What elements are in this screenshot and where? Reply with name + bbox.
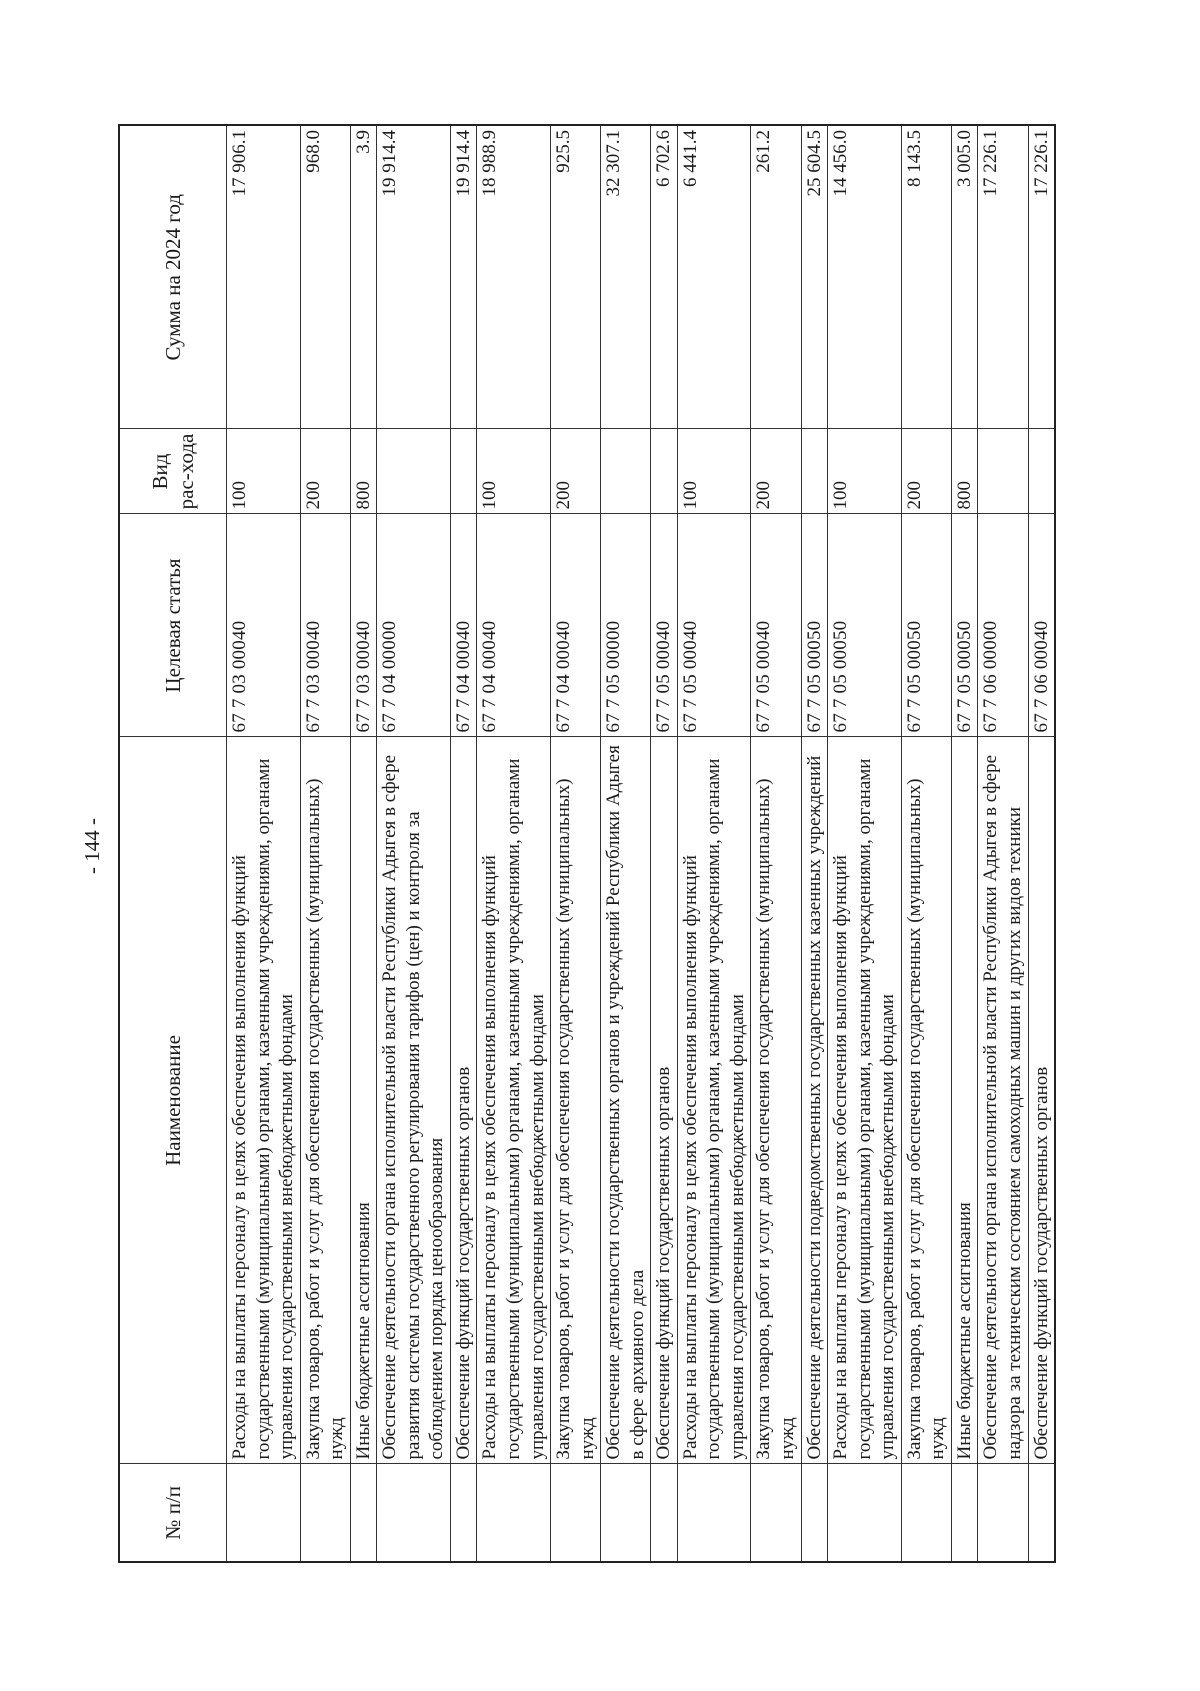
row-amount-cell: 3 005.0 — [951, 125, 978, 429]
row-number-cell — [551, 1464, 601, 1562]
row-number-cell — [951, 1464, 978, 1562]
row-name-cell: Обеспечение деятельности органа исполнительной власти Республики Адыгея в сфере развития системы государственного регулирования тарифов (цен) и контроля за соблюдением порядка ценообразования — [377, 737, 451, 1464]
row-name-cell: Обеспечение деятельности подведомственных государственных казенных учреждений — [801, 737, 828, 1464]
table-row — [951, 125, 978, 1562]
row-target-article-cell: 67 7 04 00040 — [450, 514, 477, 737]
row-amount-cell: 17 226.1 — [978, 125, 1028, 429]
header-name: Наименование — [119, 737, 227, 1464]
row-expense-type-cell — [450, 429, 477, 514]
row-number-cell — [300, 1464, 350, 1562]
table-row — [300, 125, 350, 1562]
row-target-article-cell: 67 7 05 00040 — [677, 514, 751, 737]
row-amount-cell: 19 914.4 — [450, 125, 477, 429]
row-expense-type-cell: 100 — [828, 429, 902, 514]
row-name-cell: Расходы на выплаты персоналу в целях обеспечения выполнения функций государственными (муниципальными) органами, казенными учреждениями, органами управления государственными внебюджетными фондами — [477, 737, 551, 1464]
table-row — [350, 125, 377, 1562]
table-row — [450, 125, 477, 1562]
row-amount-cell: 6 441.4 — [677, 125, 751, 429]
row-number-cell — [801, 1464, 828, 1562]
table-row — [651, 125, 678, 1562]
row-amount-cell: 8 143.5 — [901, 125, 951, 429]
row-name-cell: Обеспечение функций государственных органов — [1028, 737, 1055, 1464]
row-number-cell — [677, 1464, 751, 1562]
row-target-article-cell: 67 7 03 00040 — [300, 514, 350, 737]
row-number-cell — [828, 1464, 902, 1562]
row-expense-type-cell — [651, 429, 678, 514]
table-row — [677, 125, 751, 1562]
row-name-cell: Закупка товаров, работ и услуг для обеспечения государственных (муниципальных) нужд — [901, 737, 951, 1464]
row-number-cell — [651, 1464, 678, 1562]
table-row — [1028, 125, 1055, 1562]
row-target-article-cell: 67 7 04 00000 — [377, 514, 451, 737]
row-expense-type-cell: 100 — [477, 429, 551, 514]
row-amount-cell: 968.0 — [300, 125, 350, 429]
row-number-cell — [477, 1464, 551, 1562]
row-name-cell: Обеспечение функций государственных органов — [651, 737, 678, 1464]
row-amount-cell: 17 226.1 — [1028, 125, 1055, 429]
table-row — [551, 125, 601, 1562]
row-name-cell: Закупка товаров, работ и услуг для обеспечения государственных (муниципальных) нужд — [551, 737, 601, 1464]
row-target-article-cell: 67 7 03 00040 — [350, 514, 377, 737]
row-amount-cell: 19 914.4 — [377, 125, 451, 429]
row-amount-cell: 32 307.1 — [601, 125, 651, 429]
header-amount-2024: Сумма на 2024 год — [119, 125, 227, 429]
table-row — [751, 125, 801, 1562]
row-target-article-cell: 67 7 06 00000 — [978, 514, 1028, 737]
row-expense-type-cell — [978, 429, 1028, 514]
page-number: - 144 - — [80, 818, 104, 874]
row-expense-type-cell: 800 — [350, 429, 377, 514]
row-number-cell — [350, 1464, 377, 1562]
header-target-article: Целевая статья — [119, 514, 227, 737]
row-amount-cell: 17 906.1 — [227, 125, 301, 429]
row-target-article-cell: 67 7 05 00040 — [751, 514, 801, 737]
row-amount-cell: 261.2 — [751, 125, 801, 429]
table-row — [601, 125, 651, 1562]
row-target-article-cell: 67 7 04 00040 — [477, 514, 551, 737]
row-amount-cell: 3.9 — [350, 125, 377, 429]
row-expense-type-cell: 200 — [751, 429, 801, 514]
row-amount-cell: 18 988.9 — [477, 125, 551, 429]
table-row — [377, 125, 451, 1562]
budget-table — [118, 124, 1056, 1563]
row-expense-type-cell: 800 — [951, 429, 978, 514]
row-number-cell — [377, 1464, 451, 1562]
row-name-cell: Обеспечение функций государственных органов — [450, 737, 477, 1464]
row-target-article-cell: 67 7 06 00040 — [1028, 514, 1055, 737]
row-name-cell: Иные бюджетные ассигнования — [951, 737, 978, 1464]
row-number-cell — [978, 1464, 1028, 1562]
row-target-article-cell: 67 7 04 00040 — [551, 514, 601, 737]
row-number-cell — [601, 1464, 651, 1562]
row-amount-cell: 25 604.5 — [801, 125, 828, 429]
row-expense-type-cell — [601, 429, 651, 514]
table-header-row — [119, 125, 227, 1562]
row-target-article-cell: 67 7 05 00050 — [801, 514, 828, 737]
row-amount-cell: 925.5 — [551, 125, 601, 429]
row-expense-type-cell — [1028, 429, 1055, 514]
row-amount-cell: 6 702.6 — [651, 125, 678, 429]
row-target-article-cell: 67 7 05 00050 — [951, 514, 978, 737]
row-number-cell — [450, 1464, 477, 1562]
row-name-cell: Расходы на выплаты персоналу в целях обеспечения выполнения функций государственными (муниципальными) органами, казенными учреждениями, органами управления государственными внебюджетными фондами — [677, 737, 751, 1464]
row-name-cell: Обеспечение деятельности государственных органов и учреждений Республики Адыгея в сфере архивного дела — [601, 737, 651, 1464]
row-target-article-cell: 67 7 05 00050 — [901, 514, 951, 737]
row-number-cell — [1028, 1464, 1055, 1562]
row-expense-type-cell: 100 — [677, 429, 751, 514]
header-expense-type: Вид рас-хода — [119, 429, 227, 514]
row-expense-type-cell — [377, 429, 451, 514]
row-number-cell — [227, 1464, 301, 1562]
row-expense-type-cell: 200 — [901, 429, 951, 514]
table-row — [477, 125, 551, 1562]
row-number-cell — [751, 1464, 801, 1562]
row-name-cell: Закупка товаров, работ и услуг для обеспечения государственных (муниципальных) нужд — [751, 737, 801, 1464]
row-target-article-cell: 67 7 05 00000 — [601, 514, 651, 737]
row-target-article-cell: 67 7 05 00050 — [828, 514, 902, 737]
row-name-cell: Обеспечение деятельности органа исполнительной власти Республики Адыгея в сфере надзора за техническим состоянием самоходных машин и других видов техники — [978, 737, 1028, 1464]
row-name-cell: Иные бюджетные ассигнования — [350, 737, 377, 1464]
row-name-cell: Закупка товаров, работ и услуг для обеспечения государственных (муниципальных) нужд — [300, 737, 350, 1464]
row-name-cell: Расходы на выплаты персоналу в целях обеспечения выполнения функций государственными (муниципальными) органами, казенными учреждениями, органами управления государственными внебюджетными фондами — [828, 737, 902, 1464]
header-num: № п/п — [119, 1464, 227, 1562]
table-row — [801, 125, 828, 1562]
row-target-article-cell: 67 7 05 00040 — [651, 514, 678, 737]
row-expense-type-cell — [801, 429, 828, 514]
row-amount-cell: 14 456.0 — [828, 125, 902, 429]
row-number-cell — [901, 1464, 951, 1562]
table-row — [901, 125, 951, 1562]
row-expense-type-cell: 100 — [227, 429, 301, 514]
row-expense-type-cell: 200 — [300, 429, 350, 514]
table-row — [978, 125, 1028, 1562]
table-row — [828, 125, 902, 1562]
row-name-cell: Расходы на выплаты персоналу в целях обеспечения выполнения функций государственными (муниципальными) органами, казенными учреждениями, органами управления государственными внебюджетными фондами — [227, 737, 301, 1464]
row-expense-type-cell: 200 — [551, 429, 601, 514]
row-target-article-cell: 67 7 03 00040 — [227, 514, 301, 737]
table-body — [227, 125, 1056, 1562]
table-row — [227, 125, 301, 1562]
